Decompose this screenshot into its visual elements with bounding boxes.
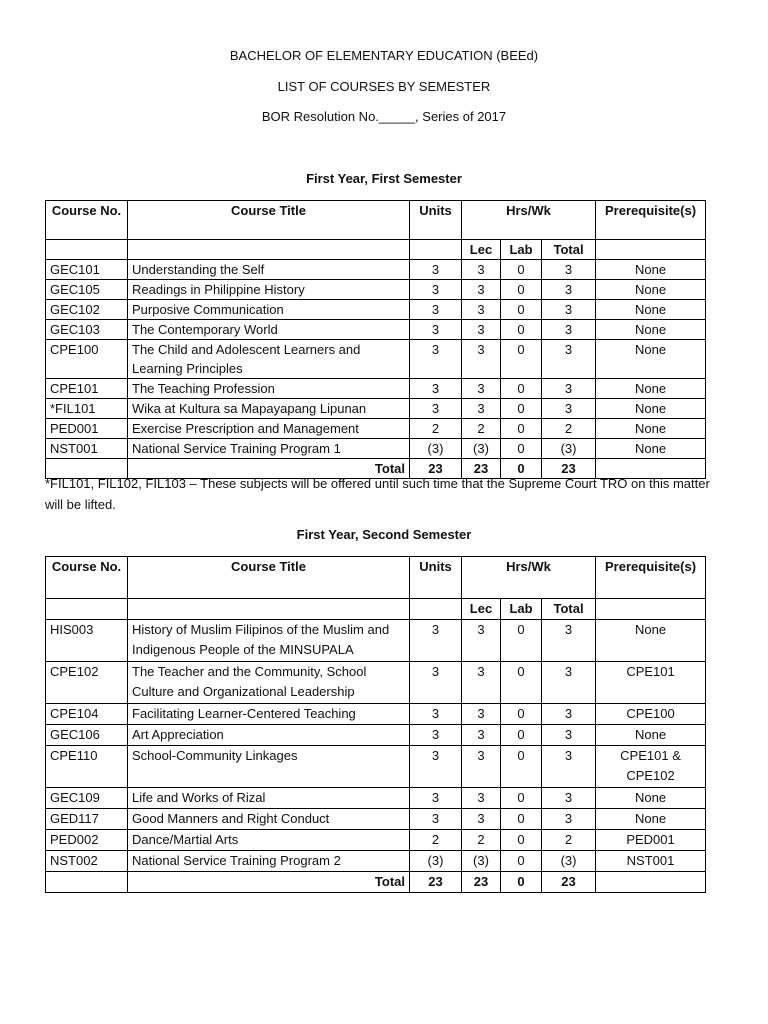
lab-hours: 0 (501, 340, 542, 379)
lab-hours: 0 (501, 300, 542, 320)
prerequisite: None (596, 340, 706, 379)
course-row (46, 379, 706, 399)
course-row (46, 746, 706, 788)
total-hours: 3 (542, 788, 596, 809)
course-title: Exercise Prescription and Management (128, 419, 410, 439)
course-row (46, 419, 706, 439)
course-no: GED117 (46, 809, 128, 830)
course-row (46, 809, 706, 830)
header-hrs-wk: Hrs/Wk (462, 201, 596, 240)
course-title: National Service Training Program 2 (128, 851, 410, 872)
total-hours: 3 (542, 662, 596, 704)
course-title: School-Community Linkages (128, 746, 410, 788)
header-row (46, 557, 706, 599)
prerequisite: None (596, 725, 706, 746)
lab-hours: 0 (501, 399, 542, 419)
header-hrs-wk: Hrs/Wk (462, 557, 596, 599)
lec-hours: 3 (462, 704, 501, 725)
lec-hours: 3 (462, 662, 501, 704)
lab-hours: 0 (501, 260, 542, 280)
totals-units: 23 (410, 872, 462, 893)
lec-hours: 3 (462, 280, 501, 300)
course-row (46, 620, 706, 662)
resolution-line: BOR Resolution No._____, Series of 2017 (261, 109, 507, 124)
lec-hours: 3 (462, 809, 501, 830)
total-hours: 3 (542, 725, 596, 746)
units: 3 (410, 620, 462, 662)
units: 3 (410, 809, 462, 830)
course-title: The Teacher and the Community, School Culture and Organizational Leadership (128, 662, 410, 704)
header-course-no: Course No. (46, 557, 128, 599)
units: 2 (410, 419, 462, 439)
course-title: The Contemporary World (128, 320, 410, 340)
lab-hours: 0 (501, 320, 542, 340)
prerequisite: None (596, 399, 706, 419)
course-no: GEC105 (46, 280, 128, 300)
course-row (46, 320, 706, 340)
course-no: CPE102 (46, 662, 128, 704)
totals-lec: 23 (462, 459, 501, 479)
units: 3 (410, 260, 462, 280)
units: 3 (410, 379, 462, 399)
header-prereq: Prerequisite(s) (596, 557, 706, 599)
course-no: GEC109 (46, 788, 128, 809)
total-hours: 3 (542, 399, 596, 419)
header-lab: Lab (501, 599, 542, 620)
course-row (46, 725, 706, 746)
course-title: Understanding the Self (128, 260, 410, 280)
totals-units: 23 (410, 459, 462, 479)
course-title: Good Manners and Right Conduct (128, 809, 410, 830)
course-row (46, 300, 706, 320)
prerequisite: None (596, 379, 706, 399)
header-prereq: Prerequisite(s) (596, 201, 706, 240)
course-row (46, 662, 706, 704)
lab-hours: 0 (501, 379, 542, 399)
lec-hours: 3 (462, 725, 501, 746)
lab-hours: 0 (501, 439, 542, 459)
units: 3 (410, 300, 462, 320)
course-rows (46, 620, 706, 872)
header-course-title: Course Title (128, 557, 410, 599)
units: (3) (410, 851, 462, 872)
course-no: NST001 (46, 439, 128, 459)
course-title: Art Appreciation (128, 725, 410, 746)
units: (3) (410, 439, 462, 459)
units: 3 (410, 725, 462, 746)
totals-row (46, 872, 706, 893)
totals-total: 23 (542, 872, 596, 893)
header-total: Total (542, 240, 596, 260)
header-row (46, 201, 706, 240)
total-hours: 3 (542, 620, 596, 662)
course-row (46, 439, 706, 459)
totals-lab: 0 (501, 459, 542, 479)
semester-title-1: First Year, First Semester (306, 171, 462, 186)
totals-label: Total (128, 872, 410, 893)
course-table-first-semester (45, 200, 706, 479)
total-hours: 3 (542, 320, 596, 340)
course-no: CPE104 (46, 704, 128, 725)
header-total: Total (542, 599, 596, 620)
course-title: Dance/Martial Arts (128, 830, 410, 851)
total-hours: 3 (542, 300, 596, 320)
total-hours: 3 (542, 379, 596, 399)
lec-hours: (3) (462, 851, 501, 872)
lec-hours: 3 (462, 320, 501, 340)
course-title: Facilitating Learner-Centered Teaching (128, 704, 410, 725)
units: 3 (410, 662, 462, 704)
prerequisite: None (596, 300, 706, 320)
course-title: The Child and Adolescent Learners and Learning Principles (128, 340, 410, 379)
header-lec: Lec (462, 240, 501, 260)
total-hours: 3 (542, 280, 596, 300)
total-hours: 3 (542, 809, 596, 830)
course-row (46, 260, 706, 280)
course-rows (46, 260, 706, 459)
units: 3 (410, 399, 462, 419)
course-no: *FIL101 (46, 399, 128, 419)
lec-hours: 3 (462, 260, 501, 280)
course-title: Wika at Kultura sa Mapayapang Lipunan (128, 399, 410, 419)
prerequisite: None (596, 260, 706, 280)
lec-hours: 3 (462, 340, 501, 379)
totals-total: 23 (542, 459, 596, 479)
course-row (46, 280, 706, 300)
header-units: Units (410, 201, 462, 240)
lec-hours: 3 (462, 399, 501, 419)
course-row (46, 340, 706, 379)
lab-hours: 0 (501, 419, 542, 439)
total-hours: 2 (542, 830, 596, 851)
total-hours: 3 (542, 746, 596, 788)
lab-hours: 0 (501, 788, 542, 809)
header-lab: Lab (501, 240, 542, 260)
lab-hours: 0 (501, 280, 542, 300)
course-title: The Teaching Profession (128, 379, 410, 399)
course-row (46, 830, 706, 851)
course-title: Life and Works of Rizal (128, 788, 410, 809)
prerequisite: CPE100 (596, 704, 706, 725)
header-course-no: Course No. (46, 201, 128, 240)
prerequisite: None (596, 788, 706, 809)
lab-hours: 0 (501, 746, 542, 788)
course-no: CPE110 (46, 746, 128, 788)
subheader-row (46, 599, 706, 620)
lec-hours: 3 (462, 620, 501, 662)
course-no: PED001 (46, 419, 128, 439)
units: 3 (410, 746, 462, 788)
units: 3 (410, 788, 462, 809)
lab-hours: 0 (501, 620, 542, 662)
totals-lec: 23 (462, 872, 501, 893)
header-course-title: Course Title (128, 201, 410, 240)
prerequisite: CPE101 (596, 662, 706, 704)
lab-hours: 0 (501, 704, 542, 725)
course-row (46, 788, 706, 809)
program-title: BACHELOR OF ELEMENTARY EDUCATION (BEEd) (229, 48, 539, 63)
course-title: National Service Training Program 1 (128, 439, 410, 459)
footnote: *FIL101, FIL102, FIL103 – These subjects will be offered until such time that the Supreme Court TRO on this matter will be lifted. (45, 476, 710, 512)
course-no: NST002 (46, 851, 128, 872)
lec-hours: 2 (462, 830, 501, 851)
total-hours: 2 (542, 419, 596, 439)
total-hours: (3) (542, 851, 596, 872)
course-title: Readings in Philippine History (128, 280, 410, 300)
prerequisite: None (596, 320, 706, 340)
course-no: GEC106 (46, 725, 128, 746)
lec-hours: 3 (462, 300, 501, 320)
prerequisite: None (596, 419, 706, 439)
course-title: Purposive Communication (128, 300, 410, 320)
lec-hours: 2 (462, 419, 501, 439)
lec-hours: (3) (462, 439, 501, 459)
lec-hours: 3 (462, 746, 501, 788)
lab-hours: 0 (501, 725, 542, 746)
lab-hours: 0 (501, 809, 542, 830)
lab-hours: 0 (501, 851, 542, 872)
prerequisite: NST001 (596, 851, 706, 872)
course-no: CPE100 (46, 340, 128, 379)
units: 3 (410, 340, 462, 379)
prerequisite: None (596, 439, 706, 459)
prerequisite: None (596, 809, 706, 830)
prerequisite: CPE101 & CPE102 (596, 746, 706, 788)
course-row (46, 399, 706, 419)
course-no: GEC103 (46, 320, 128, 340)
units: 2 (410, 830, 462, 851)
course-no: GEC101 (46, 260, 128, 280)
lec-hours: 3 (462, 788, 501, 809)
totals-lab: 0 (501, 872, 542, 893)
subheader-row (46, 240, 706, 260)
prerequisite: PED001 (596, 830, 706, 851)
header-units: Units (410, 557, 462, 599)
totals-label: Total (128, 459, 410, 479)
document-subtitle: LIST OF COURSES BY SEMESTER (277, 79, 491, 94)
prerequisite: None (596, 280, 706, 300)
units: 3 (410, 280, 462, 300)
course-title: History of Muslim Filipinos of the Muslim and Indigenous People of the MINSUPALA (128, 620, 410, 662)
total-hours: 3 (542, 340, 596, 379)
units: 3 (410, 320, 462, 340)
course-row (46, 704, 706, 725)
total-hours: (3) (542, 439, 596, 459)
course-no: GEC102 (46, 300, 128, 320)
lec-hours: 3 (462, 379, 501, 399)
units: 3 (410, 704, 462, 725)
lab-hours: 0 (501, 662, 542, 704)
total-hours: 3 (542, 704, 596, 725)
course-no: CPE101 (46, 379, 128, 399)
course-table-second-semester (45, 556, 706, 893)
course-row (46, 851, 706, 872)
prerequisite: None (596, 620, 706, 662)
semester-title-2: First Year, Second Semester (296, 527, 472, 542)
header-lec: Lec (462, 599, 501, 620)
course-no: HIS003 (46, 620, 128, 662)
course-no: PED002 (46, 830, 128, 851)
lab-hours: 0 (501, 830, 542, 851)
total-hours: 3 (542, 260, 596, 280)
